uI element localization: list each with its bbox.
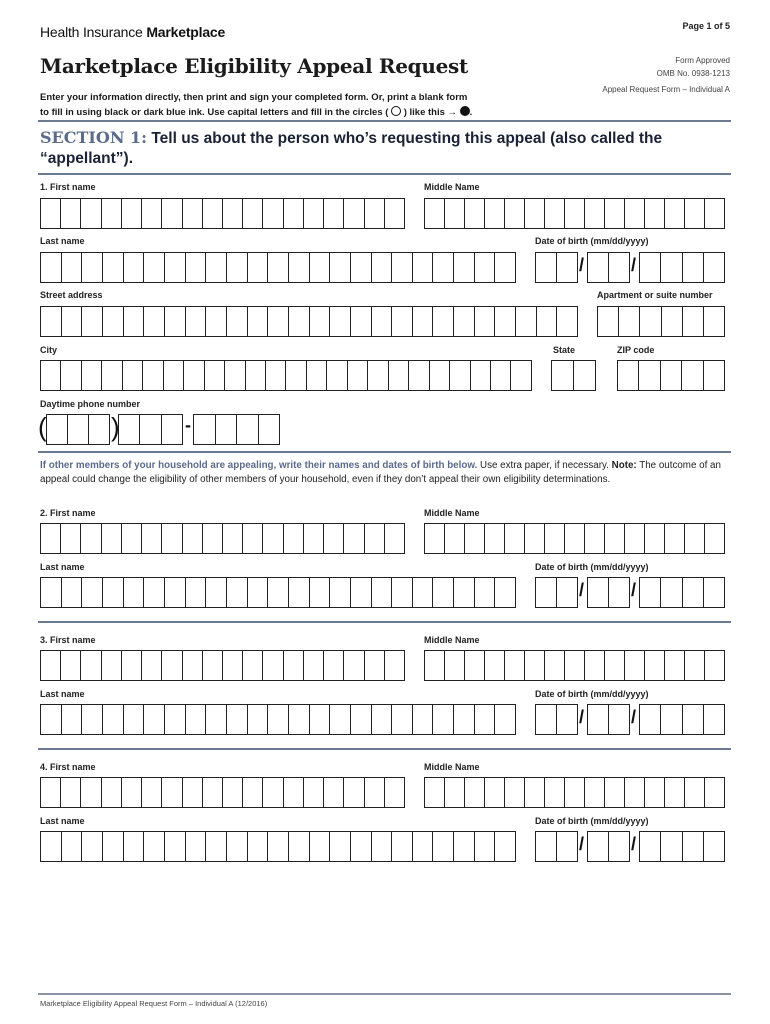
section-divider xyxy=(38,451,731,453)
logo-text: Health Insurance xyxy=(40,24,147,40)
member4-dob-label: Date of birth (mm/dd/yyyy) xyxy=(535,816,649,826)
last-name-input[interactable] xyxy=(40,252,516,283)
dob-slash: / xyxy=(579,255,585,275)
member3-dob-label: Date of birth (mm/dd/yyyy) xyxy=(535,689,649,699)
city-input[interactable] xyxy=(40,360,532,391)
apt-label: Apartment or suite number xyxy=(597,290,713,300)
dob-slash: / xyxy=(631,707,637,727)
instructions-line2: to fill in using black or dark blue ink. Use capital letters and fill in the circles ( xyxy=(40,107,389,118)
apt-input[interactable] xyxy=(597,306,725,337)
section-divider xyxy=(38,120,731,122)
first-name-input[interactable] xyxy=(40,198,405,229)
filled-circle-icon xyxy=(460,106,470,116)
state-label: State xyxy=(553,345,576,355)
city-label: City xyxy=(40,345,58,355)
instructions xyxy=(40,90,540,120)
section-divider xyxy=(38,621,731,623)
member2-dob-label: Date of birth (mm/dd/yyyy) xyxy=(535,562,649,572)
member4-middle-name-label: Middle Name xyxy=(424,762,480,772)
member3-last-name-label: Last name xyxy=(40,689,85,699)
member2-middle-name-input[interactable] xyxy=(424,523,725,554)
phone-label: Daytime phone number xyxy=(40,399,141,409)
dob-slash: / xyxy=(631,580,637,600)
member4-dob-day-input[interactable] xyxy=(587,831,630,862)
phone-dash: - xyxy=(185,415,191,435)
member4-first-name-input[interactable] xyxy=(40,777,405,808)
form-approved: Form Approved xyxy=(675,56,730,65)
member3-first-name-label: 3. First name xyxy=(40,635,96,645)
phone-line-input[interactable] xyxy=(193,414,280,445)
last-name-label: Last name xyxy=(40,236,85,246)
member4-last-name-label: Last name xyxy=(40,816,85,826)
middle-name-input[interactable] xyxy=(424,198,725,229)
dob-slash: / xyxy=(631,255,637,275)
household-instructions xyxy=(40,459,730,487)
household-text: Use extra paper, if necessary. xyxy=(477,460,612,471)
form-id: Appeal Request Form – Individual A xyxy=(602,85,730,94)
member3-last-name-input[interactable] xyxy=(40,704,516,735)
arrow-right-icon: → xyxy=(447,107,458,118)
section-title: Tell us about the person who’s requesting this appeal (also called the “appellant”). xyxy=(40,130,663,167)
dob-year-input[interactable] xyxy=(639,252,725,283)
member3-first-name-input[interactable] xyxy=(40,650,405,681)
phone-prefix-input[interactable] xyxy=(118,414,183,445)
footer-divider xyxy=(38,993,731,995)
marketplace-logo xyxy=(40,24,225,40)
member3-dob-month-input[interactable] xyxy=(535,704,578,735)
member4-dob-year-input[interactable] xyxy=(639,831,725,862)
dob-slash: / xyxy=(631,834,637,854)
section-divider xyxy=(38,748,731,750)
section1-heading xyxy=(40,128,730,169)
member4-middle-name-input[interactable] xyxy=(424,777,725,808)
member4-first-name-label: 4. First name xyxy=(40,762,96,772)
member2-middle-name-label: Middle Name xyxy=(424,508,480,518)
member2-first-name-label: 2. First name xyxy=(40,508,96,518)
member3-middle-name-label: Middle Name xyxy=(424,635,480,645)
footer-text: Marketplace Eligibility Appeal Request Form – Individual A (12/2016) xyxy=(40,999,268,1008)
street-input[interactable] xyxy=(40,306,578,337)
instructions-period: . xyxy=(469,107,473,118)
member3-dob-day-input[interactable] xyxy=(587,704,630,735)
logo-text-bold: Marketplace xyxy=(146,24,226,40)
member2-last-name-input[interactable] xyxy=(40,577,516,608)
household-lead: If other members of your household are appealing, write their names and dates of birth below. xyxy=(40,460,478,471)
member2-dob-month-input[interactable] xyxy=(535,577,578,608)
section-number: SECTION 1: xyxy=(40,128,148,147)
omb-number: OMB No. 0938-1213 xyxy=(656,69,730,78)
household-note: The outcome of an appeal could change the eligibility of other members of your household, even if they don’t appeal their own eligibility determinations. xyxy=(40,460,721,485)
member4-last-name-input[interactable] xyxy=(40,831,516,862)
street-label: Street address xyxy=(40,290,103,300)
dob-slash: / xyxy=(579,834,585,854)
zip-label: ZIP code xyxy=(617,345,655,355)
member4-dob-month-input[interactable] xyxy=(535,831,578,862)
phone-close-paren: ) xyxy=(111,412,120,442)
page-number: Page 1 of 5 xyxy=(682,21,730,31)
instructions-line1: Enter your information directly, then print and sign your completed form. Or, print a blank form xyxy=(40,92,468,103)
member2-dob-day-input[interactable] xyxy=(587,577,630,608)
dob-label: Date of birth (mm/dd/yyyy) xyxy=(535,236,649,246)
dob-month-input[interactable] xyxy=(535,252,578,283)
dob-day-input[interactable] xyxy=(587,252,630,283)
dob-slash: / xyxy=(579,707,585,727)
empty-circle-icon xyxy=(391,106,401,116)
page-title: Marketplace Eligibility Appeal Request xyxy=(40,54,468,78)
member3-middle-name-input[interactable] xyxy=(424,650,725,681)
first-name-label: 1. First name xyxy=(40,182,96,192)
member3-dob-year-input[interactable] xyxy=(639,704,725,735)
dob-slash: / xyxy=(579,580,585,600)
phone-area-input[interactable] xyxy=(46,414,110,445)
member2-first-name-input[interactable] xyxy=(40,523,405,554)
state-input[interactable] xyxy=(551,360,596,391)
member2-dob-year-input[interactable] xyxy=(639,577,725,608)
instructions-line2-end: ) like this xyxy=(403,107,445,118)
middle-name-label: Middle Name xyxy=(424,182,480,192)
phone-open-paren: ( xyxy=(38,412,47,442)
note-label: Note: xyxy=(611,460,637,471)
member2-last-name-label: Last name xyxy=(40,562,85,572)
zip-input[interactable] xyxy=(617,360,725,391)
section-divider xyxy=(38,173,731,175)
